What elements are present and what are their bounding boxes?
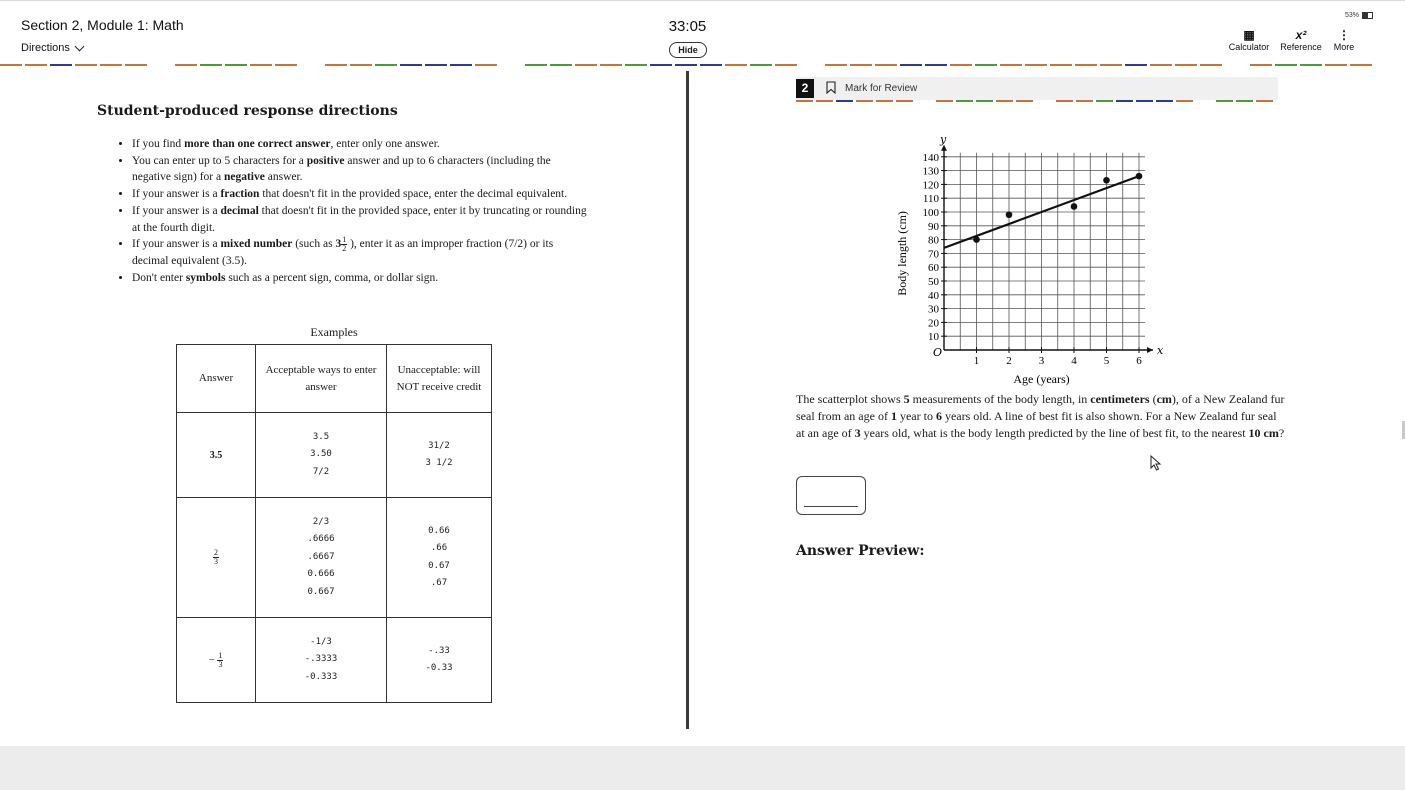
y-axis-letter: y <box>940 132 947 146</box>
examples-caption: Examples <box>310 325 358 339</box>
more-icon: ⋮ <box>1338 28 1350 42</box>
more-label: More <box>1333 42 1355 52</box>
y-tick-label: 140 <box>922 151 939 164</box>
directions-label: Directions <box>21 42 70 54</box>
answer-cell <box>177 498 256 618</box>
data-point <box>1071 203 1078 210</box>
y-tick-label: 100 <box>922 207 939 219</box>
y-tick-label: 50 <box>928 276 939 288</box>
question-text: The scatterplot shows 5 measurements of the body length, in centimeters (cm), of a New Zealand fur seal from an age of 1 year to 6 years old. A line of best fit is also shown. For a New Zealand fur seal at an age of 3 years old, what is the body length predicted by the line of best fit, to the nearest 10 cm? <box>796 392 1285 440</box>
header-bar <box>0 1 1405 65</box>
x-axis-label: Age (years) <box>1013 372 1070 386</box>
scatterplot <box>884 121 1184 391</box>
calculator-button[interactable] <box>1228 28 1270 52</box>
question-pane <box>689 71 1405 729</box>
origin-label: O <box>933 346 943 359</box>
fraction: $\frac{1}{3}$ <box>218 650 223 669</box>
x-tick-label: 5 <box>1103 355 1110 367</box>
x-tick-label: 4 <box>1071 355 1077 367</box>
y-axis-label: Body length (cm) <box>895 211 909 296</box>
data-point <box>1006 211 1013 218</box>
directions-title: Student-produced response directions <box>97 103 398 119</box>
directions-bullet: • If your answer is a mixed number (such as 3 $\frac{1}{2}$ ), enter it as an improper fraction (7/2) or its decimal equivalent (3.5). <box>132 236 592 270</box>
more-button[interactable] <box>1330 28 1358 52</box>
answer-cell: − $\frac{1}{3}$ <box>177 618 256 703</box>
timer: 33:05 <box>668 18 707 35</box>
header-divider <box>0 64 1387 67</box>
x-axis-arrow <box>1147 347 1153 353</box>
directions-list <box>118 136 592 287</box>
x-tick-label: 2 <box>1006 355 1012 367</box>
x-tick-label: 1 <box>973 355 980 367</box>
y-tick-label: 60 <box>928 262 939 275</box>
y-tick-label: 20 <box>928 317 939 330</box>
y-tick-label: 30 <box>928 303 939 316</box>
directions-bullet: • You can enter up to 5 characters for a positive answer and up to 6 characters (including the negative sign) for a negative answer. <box>132 153 592 186</box>
directions-bullet: • If your answer is a decimal that doesn't fit in the provided space, enter it by truncating or rounding at the fourth digit. <box>132 203 592 236</box>
answer-underline <box>804 506 858 507</box>
table-header: Answer <box>177 345 256 413</box>
calculator-icon: ▦ <box>1243 28 1255 42</box>
reference-label: Reference <box>1280 42 1322 52</box>
directions-pane <box>0 71 686 729</box>
x-axis-letter: x <box>1157 344 1164 357</box>
y-tick-label: 110 <box>922 193 939 206</box>
directions-bullet: • Don't enter symbols such as a percent sign, comma, or dollar sign. <box>132 270 592 287</box>
y-tick-label: 120 <box>922 179 939 192</box>
fraction: $\frac{2}{3}$ <box>214 548 218 566</box>
battery-icon <box>1362 12 1373 19</box>
calculator-label: Calculator <box>1228 42 1270 52</box>
table-header: Unacceptable: will NOT receive credit <box>387 345 492 413</box>
y-tick-label: 40 <box>928 289 939 302</box>
mark-for-review-button[interactable]: Mark for Review <box>845 83 918 94</box>
y-tick-label: 130 <box>922 165 939 178</box>
fraction: $\frac{1}{2}$ <box>342 235 347 254</box>
answer-preview-label: Answer Preview: <box>796 543 925 559</box>
data-point <box>1136 173 1143 180</box>
x-tick-label: 6 <box>1136 355 1142 367</box>
unacceptable-cell: -.33 -0.33 <box>387 618 492 703</box>
battery-status <box>1345 12 1373 19</box>
answer-input[interactable] <box>796 476 866 515</box>
reference-icon: x² <box>1295 28 1307 42</box>
directions-bullet: • If your answer is a fraction that doesn't fit in the provided space, enter the decimal equivalent. <box>132 186 592 203</box>
table-row <box>177 413 492 498</box>
directions-toggle[interactable] <box>21 42 83 54</box>
x-tick-label: 3 <box>1038 355 1045 367</box>
acceptable-cell: 2/3 .6666 .6667 0.666 0.667 <box>256 498 387 618</box>
y-tick-label: 70 <box>928 248 939 261</box>
table-header: Acceptable ways to enter answer <box>256 345 387 413</box>
unacceptable-cell: 0.66 .66 0.67 .67 <box>387 498 492 618</box>
bookmark-icon[interactable] <box>826 81 836 94</box>
chevron-down-icon <box>74 41 84 51</box>
y-tick-label: 10 <box>928 331 939 344</box>
data-point <box>1103 177 1110 184</box>
directions-bullet: • If you find more than one correct answer, enter only one answer. <box>132 136 592 153</box>
acceptable-cell: -1/3 -.3333 -0.333 <box>256 618 387 703</box>
table-row <box>177 618 492 703</box>
acceptable-cell: 3.5 3.50 7/2 <box>256 413 387 498</box>
y-tick-label: 80 <box>928 234 939 247</box>
section-title: Section 2, Module 1: Math <box>21 17 184 33</box>
table-row <box>177 498 492 618</box>
question-divider <box>796 100 1278 103</box>
battery-percent: 53% <box>1344 12 1359 19</box>
unacceptable-cell: 31/2 3 1/2 <box>387 413 492 498</box>
data-point <box>973 236 980 243</box>
reference-button[interactable] <box>1280 28 1322 52</box>
question-header <box>796 77 1278 100</box>
hide-timer-button[interactable]: Hide <box>669 42 707 58</box>
y-tick-label: 90 <box>928 220 939 233</box>
mouse-cursor-icon <box>1150 455 1162 471</box>
examples-table <box>176 344 492 703</box>
question-number: 2 <box>796 79 814 98</box>
answer-cell: 3.5 <box>177 413 256 498</box>
